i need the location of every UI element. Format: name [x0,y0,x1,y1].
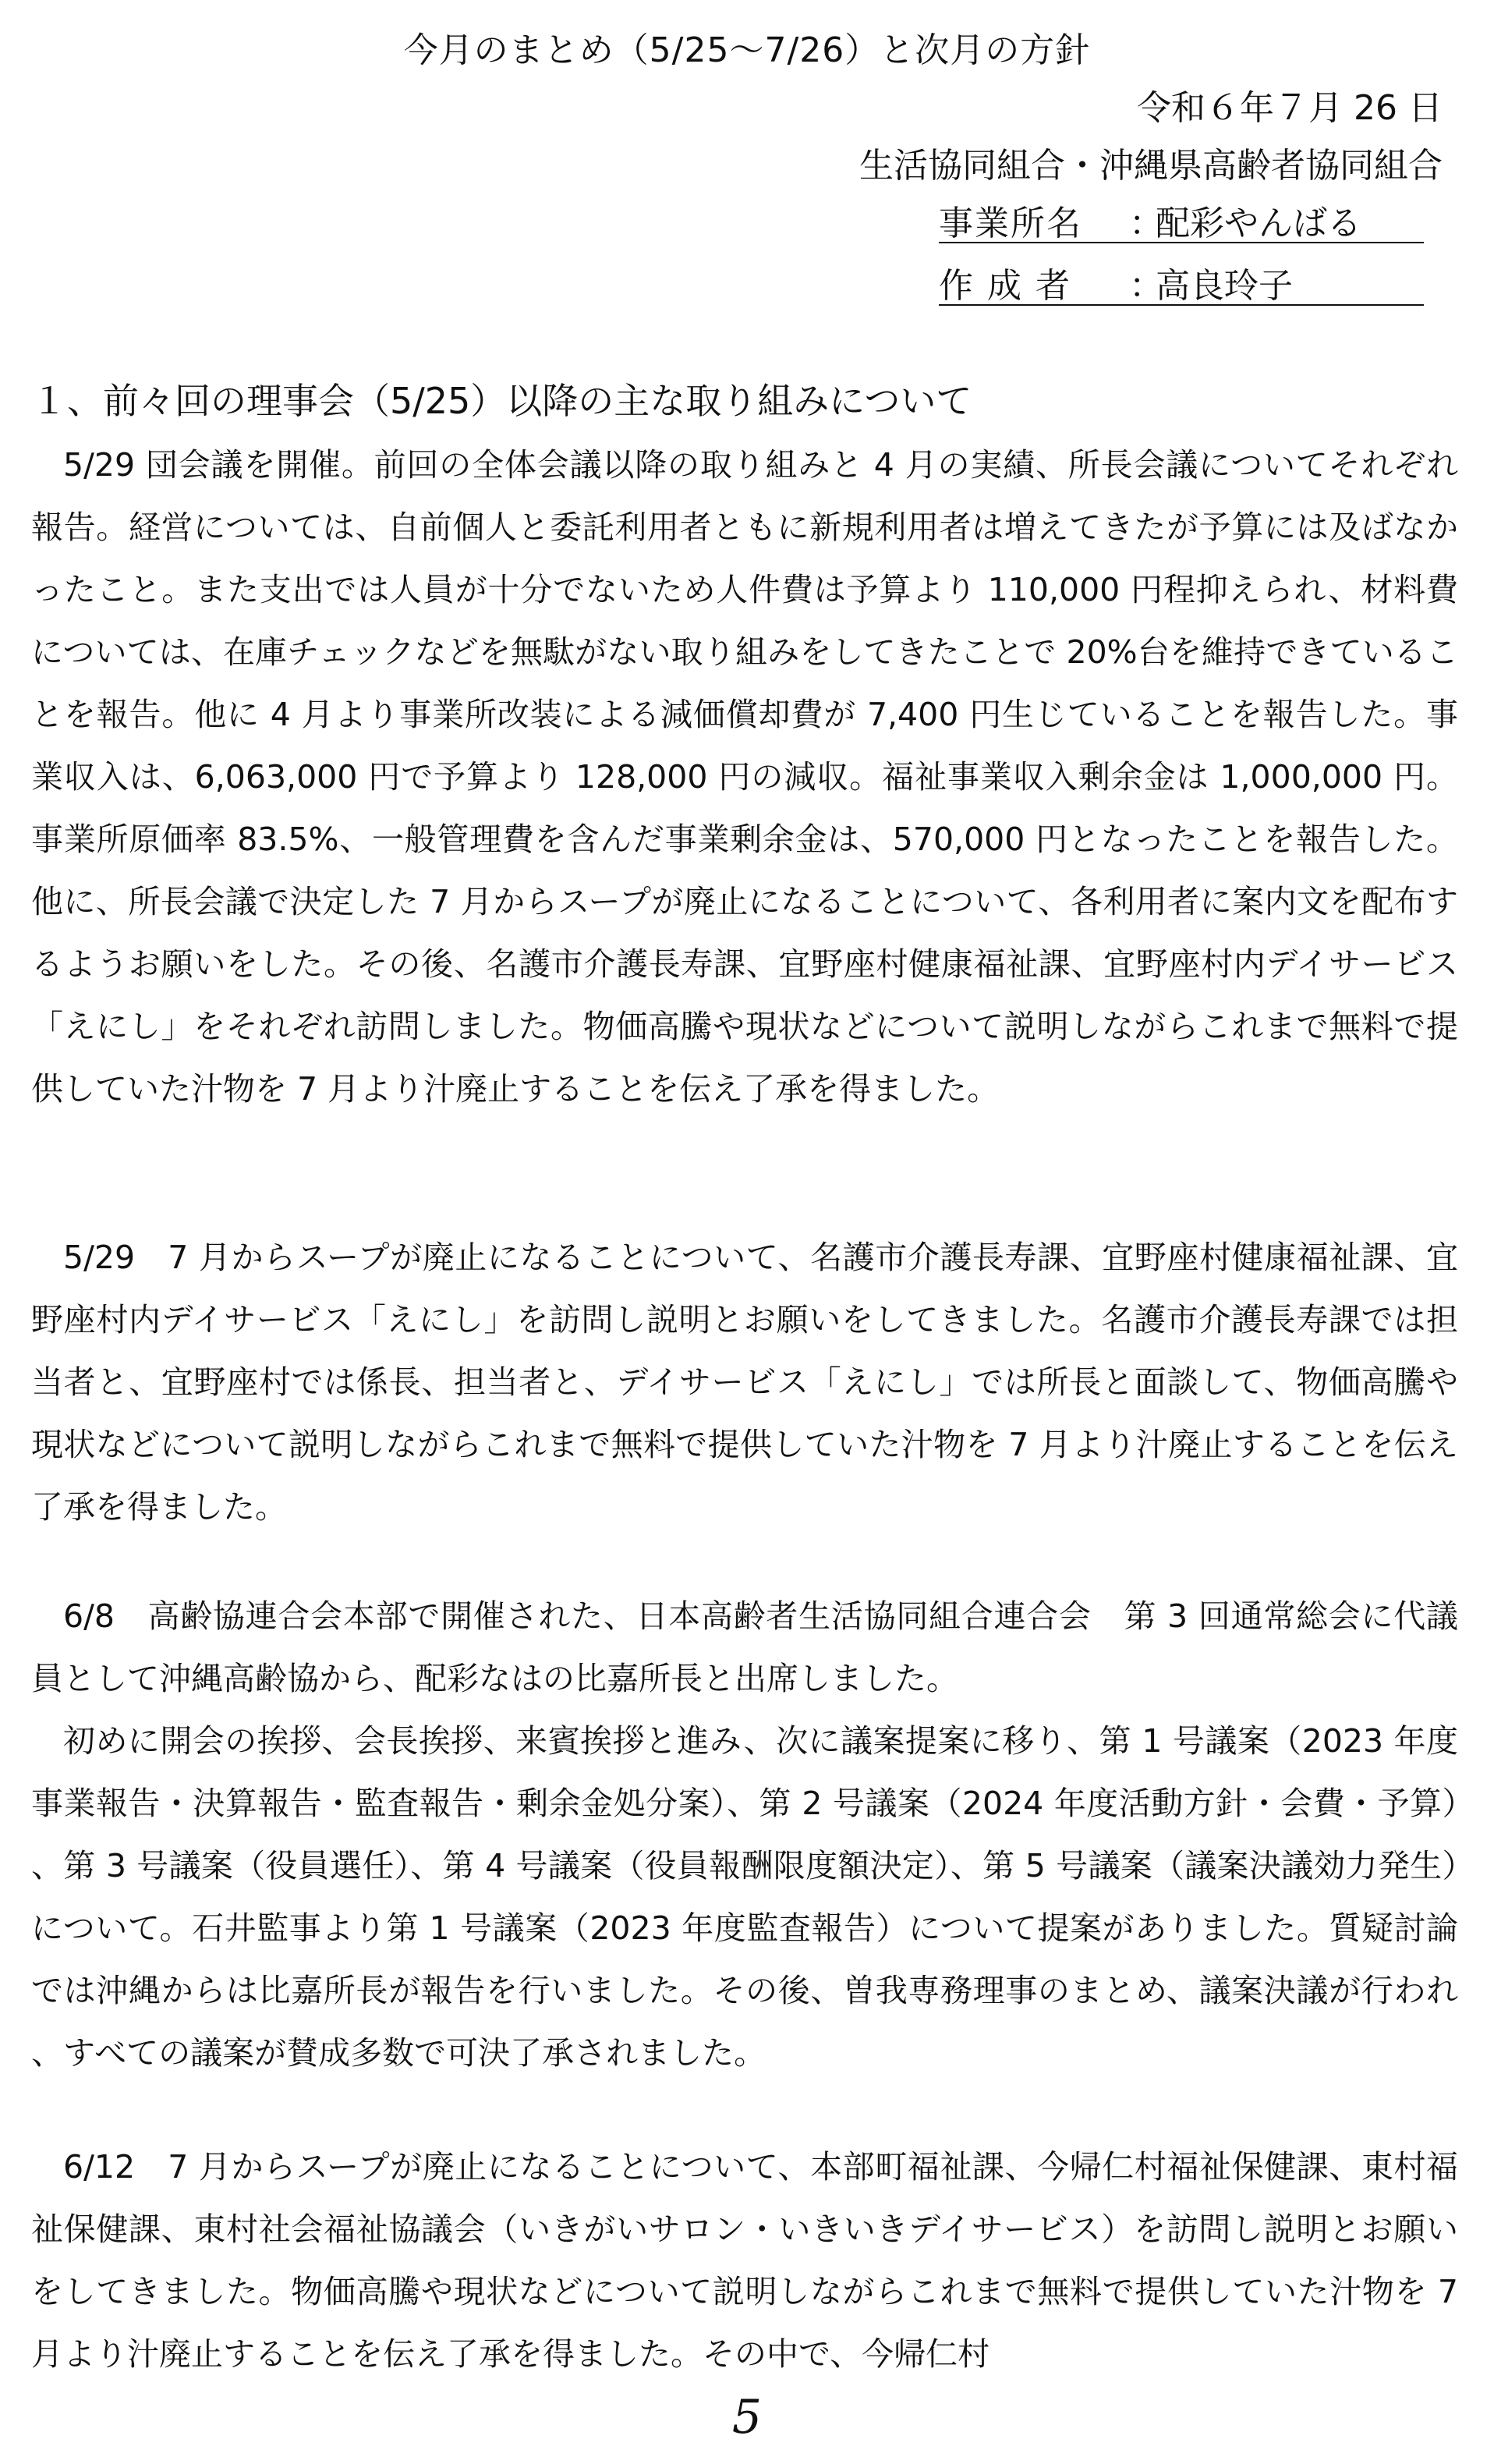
section-heading: １、前々回の理事会（5/25）以降の主な取り組みについて [31,380,972,422]
paragraph-6-8-general-meeting [31,1585,1458,2084]
author-line [939,257,1424,306]
author-value: 高良玲子 [1156,266,1293,306]
paragraph-6-12-visit [31,2136,1458,2385]
paragraph-5-29-visit [31,1226,1458,1538]
office-separator: ： [1129,204,1163,243]
author-separator: ： [1129,266,1163,306]
paragraph-text: 初めに開会の挨拶、会長挨拶、来賓挨拶と進み、次に議案提案に移り、第 1 号議案（2023 年度事業報告・決算報告・監査報告・剰余金処分案）、第 2 号議案（2024 年度活動方針・会費・予算）、第 3 号議案（役員選任）、第 4 号議案（役員報酬限度額決定）、第 5 号議案（議案決議効力発生）について。石井監事より第 1 号議案（2023 年度監査報告）について提案がありました。質疑討論では沖縄からは比嘉所長が報告を行いました。その後、曽我専務理事のまとめ、議案決議が行われ、すべての議案が賛成多数で可決了承されました。 [31,1722,1458,2072]
office-value: 配彩やんばる [1156,204,1361,243]
office-line [939,195,1424,243]
paragraph-text: 5/29 7 月からスープが廃止になることについて、名護市介護長寿課、宜野座村健康福祉課、宜野座村内デイサービス「えにし」を訪問し説明とお願いをしてきました。名護市介護長寿課では担当者と、宜野座村では係長、担当者と、デイサービス「えにし」では所長と面談して、物価高騰や現状などについて説明しながらこれまで無料で提供していた汁物を 7 月より汁廃止することを伝え了承を得ました。 [31,1239,1458,1526]
paragraph-text: 5/29 団会議を開催。前回の全体会議以降の取り組みと 4 月の実績、所長会議についてそれぞれ報告。経営については、自前個人と委託利用者ともに新規利用者は増えてきたが予算には及ばなかったこと。また支出では人員が十分でないため人件費は予算より 110,000 円程抑えられ、材料費については、在庫チェックなどを無駄がない取り組みをしてきたことで 20%台を維持できていることを報告。他に 4 月より事業所改装による減価償却費が 7,400 円生じていることを報告した。事業収入は、6,063,000 円で予算より 128,000 円の減収。福祉事業収入剰余金は 1,000,000 円。事業所原価率 83.5%、一般管理費を含んだ事業剰余金は、570,000 円となったことを報告した。他に、所長会議で決定した 7 月からスープが廃止になることについて、各利用者に案内文を配布するようお願いをした。その後、名護市介護長寿課、宜野座村健康福祉課、宜野座村内デイサービス「えにし」をそれぞれ訪問しました。物価高騰や現状などについて説明しながらこれまで無料で提供していた汁物を 7 月より汁廃止することを伝え了承を得ました。 [31,446,1458,1108]
page-number: 5 [731,2390,763,2445]
organization-name: 生活協同組合・沖縄県高齢者協同組合 [859,146,1443,186]
paragraph-5-29-meeting [31,434,1458,1120]
document-title: 今月のまとめ（5/25～7/26）と次月の方針 [403,30,1091,70]
author-label: 作 成 者 [939,266,1071,306]
document-date: 令和６年７月 26 日 [1137,88,1443,128]
paragraph-text: 6/8 高齢協連合会本部で開催された、日本高齢者生活協同組合連合会 第 3 回通常総会に代議員として沖縄高齢協から、配彩なはの比嘉所長と出席しました。 [31,1597,1458,1697]
office-label: 事業所名 [939,204,1082,243]
paragraph-text: 6/12 7 月からスープが廃止になることについて、本部町福祉課、今帰仁村福祉保健課、東村福祉保健課、東村社会福祉協議会（いきがいサロン・いきいきデイサービス）を訪問し説明とお願いをしてきました。物価高騰や現状などについて説明しながらこれまで無料で提供していた汁物を 7 月より汁廃止することを伝え了承を得ました。その中で、今帰仁村 [31,2148,1458,2373]
